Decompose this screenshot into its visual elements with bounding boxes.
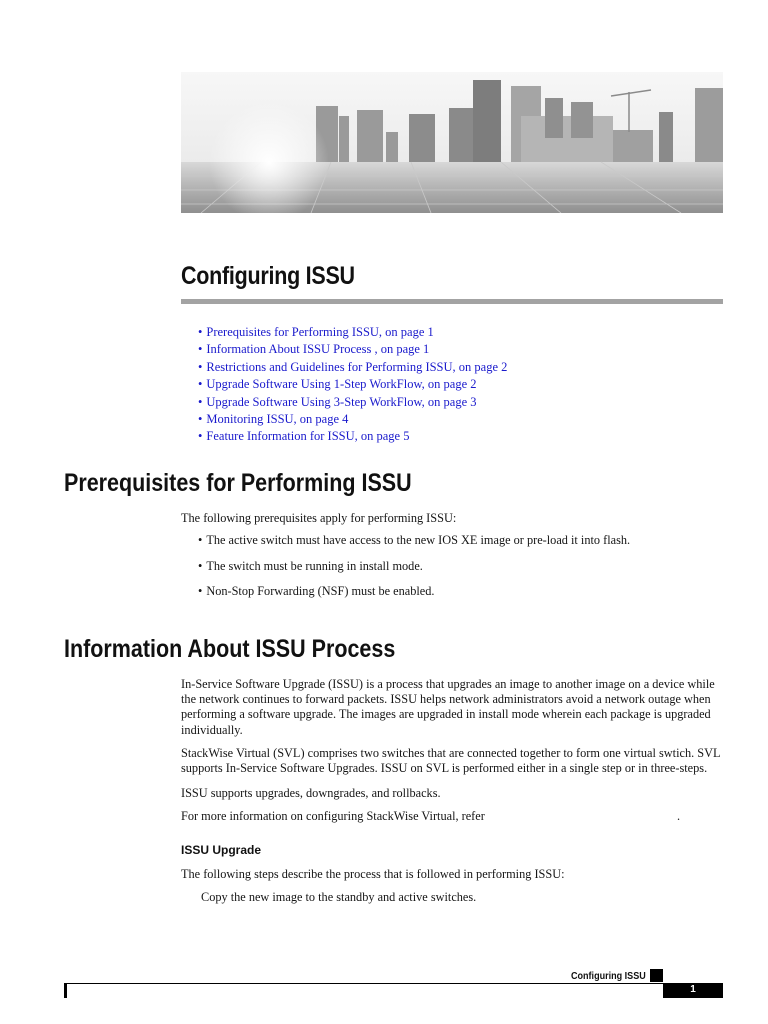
bullet-icon: • [198, 394, 203, 409]
footer-chapter-title: Configuring ISSU [571, 970, 646, 982]
bullet-icon: • [198, 584, 203, 598]
toc-item [198, 376, 507, 393]
toc-link-1-step-workflow[interactable]: Upgrade Software Using 1-Step WorkFlow, on page 2 [206, 377, 477, 392]
prereq-list-item [198, 559, 423, 574]
info-paragraph-3: ISSU supports upgrades, downgrades, and rollbacks. [181, 786, 441, 800]
footer-marker [650, 969, 663, 982]
bullet-icon: • [198, 412, 203, 427]
section-heading-information: Information About ISSU Process [64, 635, 396, 663]
prereq-item-text: Non-Stop Forwarding (NSF) must be enabled. [206, 584, 435, 598]
prereq-item-text: The switch must be running in install mode. [206, 559, 423, 573]
bullet-icon: • [198, 359, 203, 374]
section-heading-prerequisites: Prerequisites for Performing ISSU [64, 469, 412, 497]
bullet-icon: • [198, 429, 203, 444]
bullet-icon: • [198, 377, 203, 392]
toc-link-3-step-workflow[interactable]: Upgrade Software Using 3-Step WorkFlow, on page 3 [206, 394, 477, 409]
header-banner-image [181, 72, 723, 213]
info-paragraph-2: StackWise Virtual (SVL) comprises two switches that are connected together to form one virtual swtich. SVL supports In-Service Software Upgrades. ISSU on SVL is performed either in a single step or in three-steps. [181, 746, 721, 776]
info-paragraph-4: For more information on configuring StackWise Virtual, refer [181, 809, 485, 823]
toc-item [198, 411, 507, 428]
toc-link-monitoring[interactable]: Monitoring ISSU, on page 4 [206, 412, 349, 427]
page-number: 1 [690, 984, 696, 995]
toc-link-feature-information[interactable]: Feature Information for ISSU, on page 5 [206, 429, 410, 444]
toc-item [198, 341, 507, 358]
footer-rule [64, 983, 664, 984]
subsection-heading-issu-upgrade: ISSU Upgrade [181, 843, 262, 857]
info-paragraph-1: In-Service Software Upgrade (ISSU) is a process that upgrades an image to another image on a device while the network continues to forward packets. ISSU helps network administrators avoid a network outage when performing a software upgrade. The images are upgraded in install mode wherein each package is upgraded individually. [181, 677, 715, 737]
prereq-list-item [198, 533, 630, 548]
bullet-icon: • [198, 559, 203, 573]
info-paragraph-4-period: . [677, 809, 681, 823]
toc-link-restrictions[interactable]: Restrictions and Guidelines for Performing ISSU, on page 2 [206, 359, 508, 374]
toc-item [198, 394, 507, 411]
toc-link-prerequisites[interactable]: Prerequisites for Performing ISSU, on page 1 [206, 325, 434, 339]
issu-step-1: Copy the new image to the standby and active switches. [201, 890, 477, 904]
chapter-toc [198, 324, 507, 446]
chapter-title: Configuring ISSU [181, 262, 355, 290]
prereq-intro: The following prerequisites apply for performing ISSU: [181, 511, 457, 525]
toc-item [198, 324, 507, 341]
toc-item [198, 359, 507, 376]
prereq-item-text: The active switch must have access to the new IOS XE image or pre-load it into flash. [206, 533, 631, 547]
chapter-title-rule [181, 299, 723, 304]
bullet-icon: • [198, 533, 203, 547]
toc-item [198, 428, 507, 445]
issu-steps-intro: The following steps describe the process that is followed in performing ISSU: [181, 867, 565, 881]
footer-left-marker [64, 983, 67, 998]
bullet-icon: • [198, 325, 203, 339]
prereq-list-item [198, 584, 434, 599]
toc-link-information[interactable]: Information About ISSU Process , on page 1 [206, 342, 430, 357]
bullet-icon: • [198, 342, 203, 357]
